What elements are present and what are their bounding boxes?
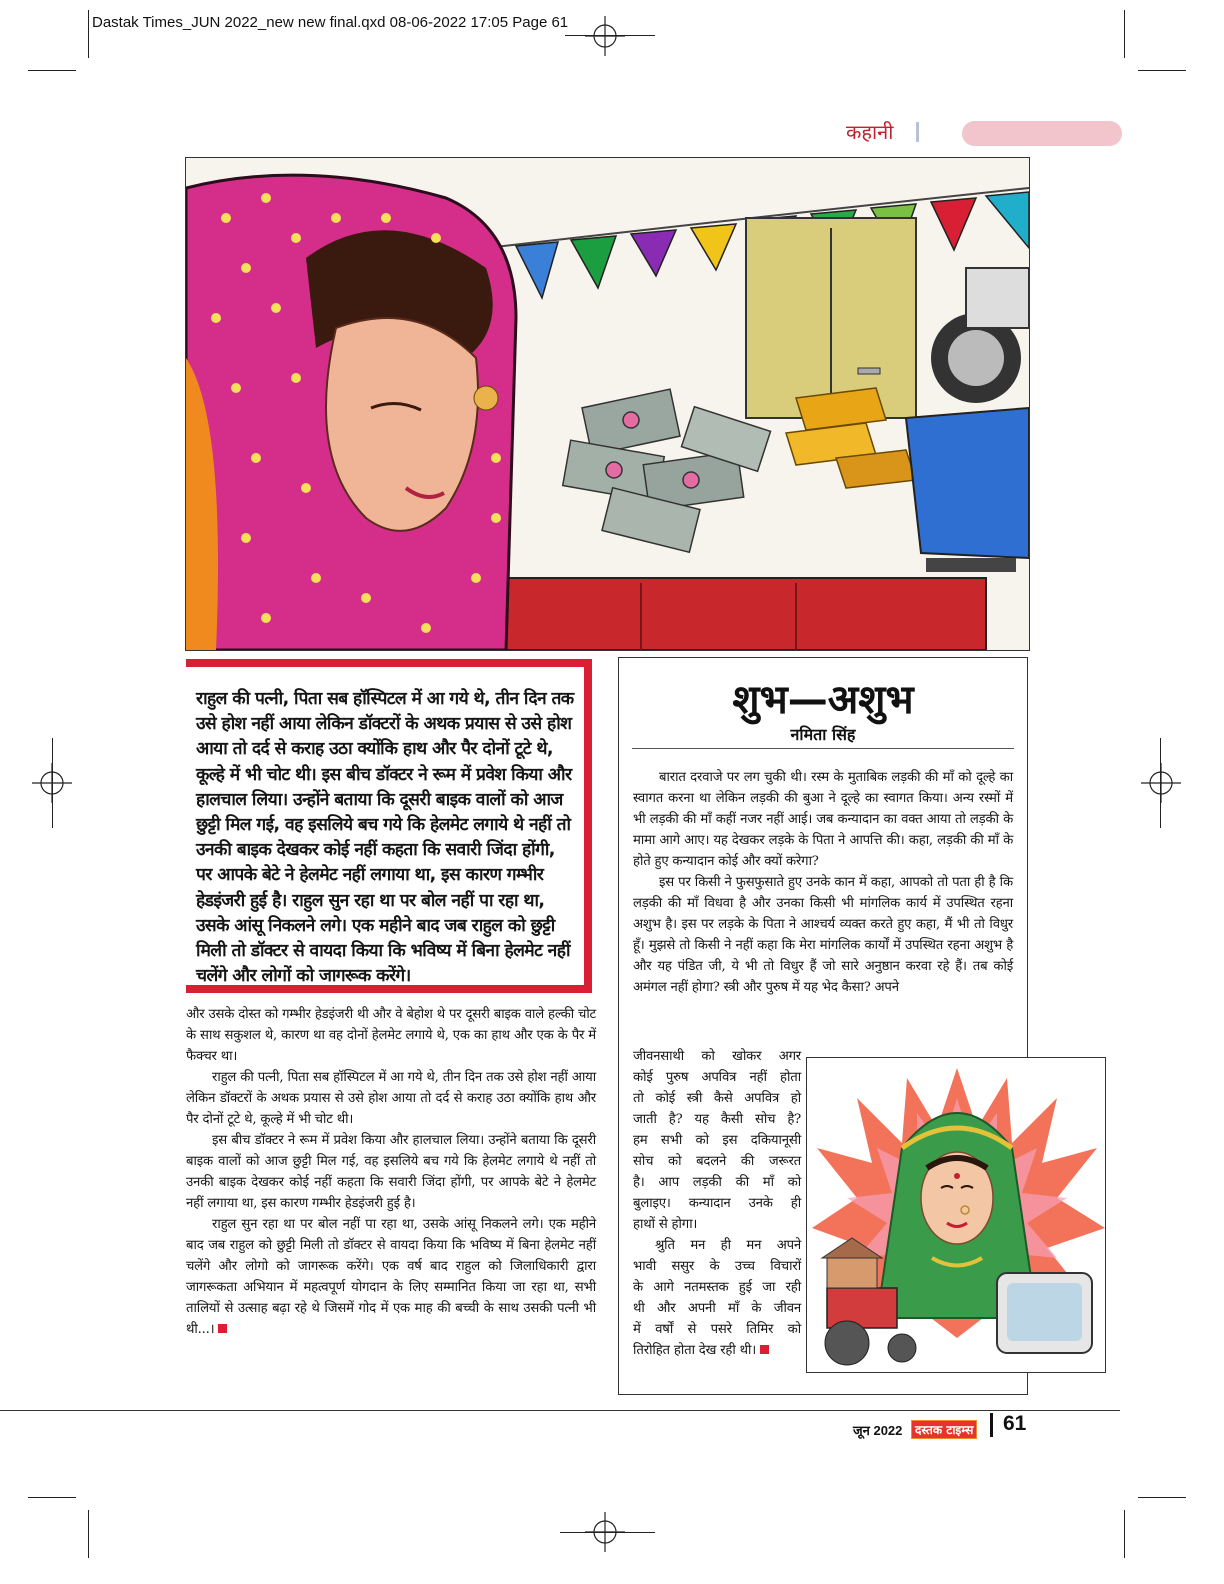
text-line: है। आप लड़की की माँ को	[633, 1175, 801, 1190]
text-line	[633, 1340, 801, 1361]
page-number: 61	[1003, 1412, 1027, 1435]
pull-quote-frame	[186, 659, 592, 993]
text-line-content: तिरोहित होता देख रही थी।	[633, 1343, 757, 1358]
crop-mark	[1124, 1510, 1125, 1558]
footer-rule	[0, 1410, 1120, 1411]
crop-mark	[560, 1532, 655, 1533]
text-line: जाती है? यह कैसी सोच है?	[633, 1112, 801, 1127]
paragraph: इस बीच डॉक्टर ने रूम में प्रवेश किया और हालचाल लिया। उन्होंने बताया कि दूसरी बाइक वालों को आज छुट्टी मिल गई, वह इसलिये बच गये कि हेलमेट लगाये थे नहीं तो उनकी बाइक देखकर कोई नहीं कहता कि सवारी जिंदा होंगी, पर आपके बेटे ने हेलमेट नहीं लगाया था, इस कारण गम्भीर हेडइंजरी हुई है।	[186, 1133, 596, 1211]
title-divider	[632, 748, 1014, 749]
text-line: हम सभी को इस दकियानूसी	[633, 1133, 801, 1148]
crop-mark	[88, 1510, 89, 1558]
article-body-left	[186, 1004, 596, 1340]
registration-mark-icon	[1141, 763, 1181, 803]
story-author: नमिता सिंह	[790, 725, 856, 744]
registration-mark-icon	[585, 16, 625, 56]
crop-mark	[1124, 10, 1125, 58]
paragraph: और उसके दोस्त को गम्भीर हेडइंजरी थी और वे बेहोश थे पर दूसरी बाइक वाले हल्की चोट के साथ सकुशल थे, कारण था वह दोनों हेलमेट लगाये थे, एक का हाथ और एक के पैर में फैक्चर था।	[186, 1007, 596, 1064]
story-body-full	[633, 767, 1013, 998]
crop-mark	[1138, 70, 1186, 71]
footer-separator	[990, 1413, 993, 1437]
pull-quote-text: राहुल की पत्नी, पिता सब हॉस्पिटल में आ गये थे, तीन दिन तक उसे होश नहीं आया लेकिन डॉक्टरों के अथक प्रयास से उसे होश आया तो दर्द से कराह उठा क्योंकि हाथ और पैर दोनों टूटे थे, कूल्हे में भी चोट थी। इस बीच डॉक्टर ने रूम में प्रवेश किया और हालचाल लिया। उन्होंने बताया कि दूसरी बाइक वालों को आज छुट्टी मिल गई, वह इसलिये बच गये कि हेलमेट लगाये थे नहीं तो उनकी बाइक देखकर कोई नहीं कहता कि सवारी जिंदा होंगी, पर आपके बेटे ने हेलमेट नहीं लगाया था, इस कारण गम्भीर हेडइंजरी हुई है। राहुल सुन रहा था पर बोल नहीं पा रहा था, उसके आंसू निकलने लगे। एक महीने बाद जब राहुल को छुट्टी मिली तो डॉक्टर से वायदा किया कि भविष्य में बिना हेलमेट नहीं चलेंगे और लोगों को जागरूक करेंगे।	[196, 689, 574, 987]
paragraph-text: राहुल सुन रहा था पर बोल नहीं पा रहा था, उसके आंसू निकलने लगे। एक महीने बाद जब राहुल को छुट्टी मिली तो डॉक्टर से वायदा किया कि भविष्य में बिना हेलमेट नहीं चलेंगे और लोगो को जागरूक करेंगे। एक वर्ष बाद राहुल को जिलाधिकारी द्वारा जागरूकता अभियान में महत्वपूर्ण योगदान के लिए सम्मानित किया जा रहा था, सभी तालियों से उत्साह बढ़ा रहे थे जिसमें गोद में एक माह की बच्ची के साथ उसकी पत्नी भी थी...।	[186, 1217, 596, 1337]
footer-month: जून 2022	[853, 1423, 903, 1438]
paragraph: राहुल की पत्नी, पिता सब हॉस्पिटल में आ गये थे, तीन दिन तक उसे होश नहीं आया लेकिन डॉक्टरों के अथक प्रयास से उसे होश आया तो दर्द से कराह उठा क्योंकि हाथ और पैर दोनों टूटे थे, कूल्हे में भी चोट थी।	[186, 1070, 596, 1127]
text-line: सोच को बदलने की जरूरत	[633, 1154, 801, 1169]
crop-mark	[28, 70, 76, 71]
section-divider	[916, 122, 919, 142]
crop-mark	[1160, 738, 1161, 828]
text-line: भावी ससुर के उच्च विचारों	[633, 1259, 801, 1274]
story-body-narrow	[633, 1046, 801, 1361]
section-label: कहानी	[846, 120, 894, 144]
section-decoration	[962, 121, 1122, 146]
end-mark-icon	[760, 1345, 769, 1354]
crop-mark	[88, 10, 89, 58]
magazine-logo: दस्तक टाइम्स	[911, 1420, 977, 1439]
slug-line: Dastak Times_JUN 2022_new new final.qxd 08-06-2022 17:05 Page 61	[92, 14, 569, 31]
text-line: श्रुति मन ही मन अपने	[655, 1238, 801, 1253]
text-line: जीवनसाथी को खोकर अगर	[633, 1049, 801, 1064]
inset-illustration	[806, 1057, 1106, 1373]
text-line: तो कोई स्त्री कैसे अपवित्र हो	[633, 1091, 801, 1106]
text-line: हाथों से होगा।	[633, 1217, 698, 1232]
crop-mark	[52, 738, 53, 828]
text-line: के आगे नतमस्तक हुई जा रही	[633, 1280, 801, 1295]
text-line: में वर्षों से पसरे तिमिर को	[633, 1322, 801, 1337]
paragraph: बारात दरवाजे पर लग चुकी थी। रस्म के मुताबिक लड़की की माँ को दूल्हे का स्वागत करना था लेकिन लड़की की बुआ ने दूल्हे का स्वागत किया। अन्य रस्मों में भी लड़की की माँ कहीं नजर नहीं आई। जब कन्यादान का वक्त आया तो लड़की के मामा आगे आए। यह देखकर लड़के के पिता ने आपत्ति की। कहा, लड़की की माँ के होते हुए कन्यादान कोई और क्यों करेगा?	[633, 770, 1013, 869]
paragraph: इस पर किसी ने फुसफुसाते हुए उनके कान में कहा, आपको तो पता ही है कि लड़की की माँ विधवा है और उनका किसी भी मांगलिक कार्य में उपस्थित रहना अशुभ है। इस पर लड़के के पिता ने आश्चर्य व्यक्त करते हुए कहा, मैं भी तो विधुर हूँ। मुझसे तो किसी ने नहीं कहा कि मेरा मांगलिक कार्यों में उपस्थित रहना अशुभ है और यह पंडित जी, ये भी तो विधुर हैं जो सारे अनुष्ठान करवा रहे हैं। तब कोई अमंगल नहीं होगा? स्त्री और पुरुष में यह भेद कैसा? अपने	[633, 875, 1013, 995]
crop-mark	[28, 1497, 76, 1498]
crop-mark	[1138, 1497, 1186, 1498]
text-line: थी और अपनी माँ के जीवन	[633, 1301, 801, 1316]
paragraph	[186, 1214, 596, 1340]
text-line: बुलाइए। कन्यादान उनके ही	[633, 1196, 801, 1211]
end-mark-icon	[218, 1324, 227, 1333]
story-title: शुभ—अशुभ	[732, 677, 914, 723]
text-line: कोई पुरुष अपवित्र नहीं होता	[633, 1070, 801, 1085]
hero-illustration	[185, 157, 1030, 651]
